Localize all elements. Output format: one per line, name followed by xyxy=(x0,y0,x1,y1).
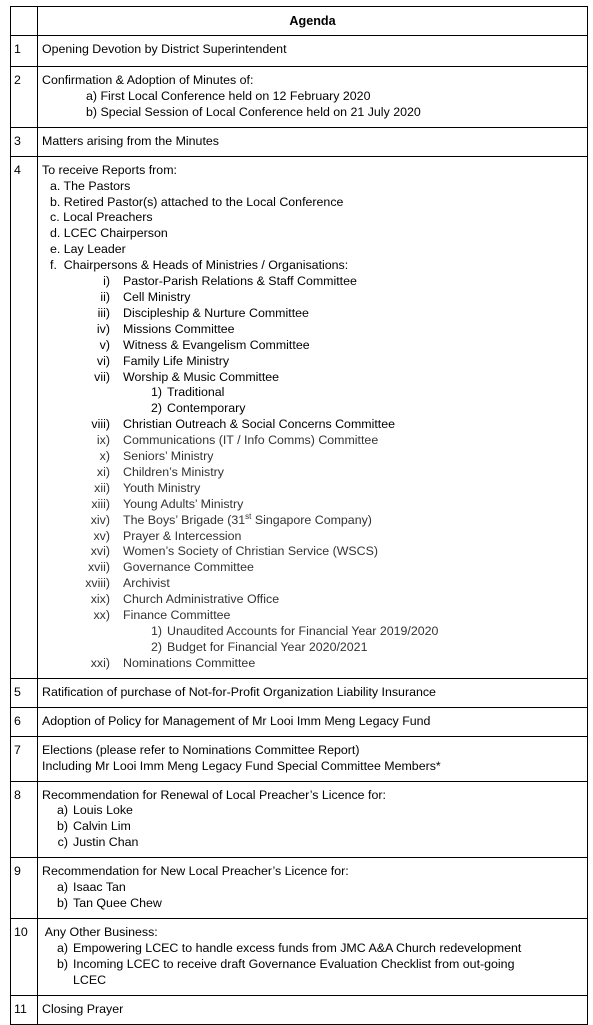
report-number: vii) xyxy=(94,369,110,384)
report-item xyxy=(42,544,581,560)
report-sublabel: Traditional xyxy=(167,385,225,400)
agenda-row xyxy=(11,127,588,156)
report-subitem xyxy=(42,401,581,417)
report-item xyxy=(42,529,581,545)
report-number: xvii) xyxy=(87,560,110,575)
sub-item xyxy=(42,835,581,851)
sub-item: b) Special Session of Local Conference held on 21 July 2020 xyxy=(86,104,421,119)
report-item xyxy=(42,306,581,322)
agenda-row xyxy=(11,781,588,858)
report-label: Worship & Music Committee xyxy=(123,369,280,384)
report-sublabel: Unaudited Accounts for Financial Year 2019/2020 xyxy=(167,624,439,638)
item-content xyxy=(38,156,588,678)
item-number: 6 xyxy=(11,707,38,736)
agenda-row xyxy=(11,36,588,67)
sub-item xyxy=(42,819,581,835)
report-label: Pastor-Parish Relations & Staff Committee xyxy=(123,274,357,289)
sub-item: b. Retired Pastor(s) attached to the Local Conference xyxy=(50,194,344,209)
item-content xyxy=(38,781,588,858)
header-num-cell xyxy=(11,7,38,36)
sub-label-line2: LCEC xyxy=(73,972,107,987)
report-number: xii) xyxy=(94,480,110,495)
sub-label: Empowering LCEC to handle excess funds from JMC A&A Church redevelopment xyxy=(73,940,522,955)
report-label-part: The Boys’ Brigade (31 xyxy=(123,512,246,527)
sub-label xyxy=(73,957,514,989)
report-item xyxy=(42,513,581,529)
report-number: xx) xyxy=(93,608,110,623)
sub-item: e. Lay Leader xyxy=(50,242,126,257)
sub-number: b) xyxy=(56,819,68,834)
report-label-part: Singapore Company) xyxy=(251,512,372,527)
report-item xyxy=(42,592,581,608)
agenda-row xyxy=(11,707,588,736)
item-number: 3 xyxy=(11,127,38,156)
report-subitem xyxy=(42,385,581,401)
report-number: ix) xyxy=(96,433,110,448)
report-number: xxi) xyxy=(90,655,110,670)
agenda-header: Agenda xyxy=(38,7,588,36)
report-number: xiv) xyxy=(90,512,110,527)
report-number: x) xyxy=(99,449,110,464)
ordinal-superscript: st xyxy=(245,511,252,521)
report-label: Missions Committee xyxy=(123,321,235,336)
report-subitem xyxy=(42,624,581,640)
report-number: v) xyxy=(99,337,110,352)
item-text: Elections (please refer to Nominations Committee Report) xyxy=(42,742,360,757)
item-text: Matters arising from the Minutes xyxy=(38,127,588,156)
report-label: Finance Committee xyxy=(123,608,231,623)
report-label: Discipleship & Nurture Committee xyxy=(123,305,309,320)
sub-label: Isaac Tan xyxy=(73,880,126,895)
report-label: Nominations Committee xyxy=(123,655,256,670)
report-number: xvi) xyxy=(90,544,110,559)
item-content xyxy=(38,858,588,919)
report-item xyxy=(42,433,581,449)
sub-label: Louis Loke xyxy=(73,803,133,818)
sub-label: Calvin Lim xyxy=(73,819,131,834)
report-label: Seniors’ Ministry xyxy=(123,449,214,464)
report-subnumber: 1) xyxy=(150,385,162,400)
report-item xyxy=(42,290,581,306)
report-item xyxy=(42,497,581,513)
item-number: 4 xyxy=(11,156,38,678)
report-sublabel: Contemporary xyxy=(167,401,246,416)
report-label: Church Administrative Office xyxy=(123,592,280,607)
report-label: Communications (IT / Info Comms) Committee xyxy=(123,433,379,448)
report-label: Governance Committee xyxy=(123,560,254,575)
agenda-row xyxy=(11,858,588,919)
report-number: ii) xyxy=(100,289,110,304)
report-item xyxy=(42,608,581,624)
sub-item: d. LCEC Chairperson xyxy=(50,226,168,241)
agenda-row xyxy=(11,678,588,707)
item-content xyxy=(38,67,588,128)
report-number: xiii) xyxy=(91,496,110,511)
item-number: 2 xyxy=(11,67,38,128)
report-item xyxy=(42,481,581,497)
item-number: 7 xyxy=(11,736,38,781)
item-text: Any Other Business: xyxy=(42,924,158,939)
sub-item: f. Chairpersons & Heads of Ministries / Organisations: xyxy=(50,258,349,273)
agenda-row xyxy=(11,995,588,1024)
sub-item xyxy=(42,803,581,819)
item-text: Confirmation & Adoption of Minutes of: xyxy=(42,73,254,87)
report-label: Youth Ministry xyxy=(123,480,201,495)
report-item xyxy=(42,560,581,576)
item-text: Recommendation for New Local Preacher’s Licence for: xyxy=(42,864,349,879)
report-label xyxy=(123,513,372,529)
report-number: xi) xyxy=(96,464,110,479)
sub-number: a) xyxy=(56,880,68,895)
sub-item xyxy=(42,957,581,989)
report-label: Children’s Ministry xyxy=(123,464,224,479)
agenda-row xyxy=(11,736,588,781)
agenda-row xyxy=(11,156,588,678)
sub-item: a) First Local Conference held on 12 February 2020 xyxy=(86,88,371,103)
report-item xyxy=(42,576,581,592)
report-item xyxy=(42,322,581,338)
report-item xyxy=(42,274,581,290)
report-item xyxy=(42,354,581,370)
item-content xyxy=(38,918,588,995)
report-item xyxy=(42,370,581,386)
report-label: Family Life Ministry xyxy=(123,353,230,368)
report-item xyxy=(42,449,581,465)
sub-item xyxy=(42,880,581,896)
report-number: i) xyxy=(103,274,110,289)
agenda-row xyxy=(11,918,588,995)
report-subnumber: 2) xyxy=(150,401,162,416)
item-number: 11 xyxy=(11,995,38,1024)
sub-item xyxy=(42,941,581,957)
item-number: 1 xyxy=(11,36,38,67)
report-number: vi) xyxy=(96,353,110,368)
sub-number: c) xyxy=(57,835,68,850)
item-content xyxy=(38,736,588,781)
sub-number: a) xyxy=(56,940,68,955)
item-text: Opening Devotion by District Superintendent xyxy=(38,36,588,67)
report-label: Young Adults’ Ministry xyxy=(123,496,244,511)
sub-label: Justin Chan xyxy=(73,835,139,850)
report-subitem xyxy=(42,640,581,656)
report-item xyxy=(42,338,581,354)
item-text-line2: Including Mr Looi Imm Meng Legacy Fund Special Committee Members* xyxy=(42,758,441,773)
report-number: xviii) xyxy=(85,576,110,591)
sub-number: b) xyxy=(56,956,68,971)
agenda-table xyxy=(10,6,588,1025)
item-number: 5 xyxy=(11,678,38,707)
report-label: Cell Ministry xyxy=(123,289,191,304)
sub-number: b) xyxy=(56,895,68,910)
report-label: Women’s Society of Christian Service (WSCS) xyxy=(123,544,378,559)
sub-number: a) xyxy=(56,803,68,818)
report-number: iv) xyxy=(96,321,110,336)
item-number: 9 xyxy=(11,858,38,919)
item-text: To receive Reports from: xyxy=(42,162,177,177)
sub-item xyxy=(42,896,581,912)
sub-item: c. Local Preachers xyxy=(50,210,153,225)
sub-label-line1: Incoming LCEC to receive draft Governance Evaluation Checklist from out-going xyxy=(73,956,515,971)
item-text: Recommendation for Renewal of Local Preacher’s Licence for: xyxy=(42,787,386,802)
header-row xyxy=(11,7,588,36)
report-item xyxy=(42,656,581,672)
item-text: Adoption of Policy for Management of Mr Looi Imm Meng Legacy Fund xyxy=(38,707,588,736)
report-label: Witness & Evangelism Committee xyxy=(123,337,310,352)
sub-item: a. The Pastors xyxy=(50,178,131,193)
report-label: Christian Outreach & Social Concerns Committee xyxy=(123,417,396,432)
report-item xyxy=(42,417,581,433)
report-sublabel: Budget for Financial Year 2020/2021 xyxy=(167,639,368,654)
report-subnumber: 1) xyxy=(150,624,162,638)
report-subnumber: 2) xyxy=(150,639,162,654)
item-text: Ratification of purchase of Not-for-Profit Organization Liability Insurance xyxy=(38,678,588,707)
report-number: iii) xyxy=(97,305,110,320)
agenda-row xyxy=(11,67,588,128)
report-number: xix) xyxy=(90,592,110,607)
item-number: 8 xyxy=(11,781,38,858)
report-label: Prayer & Intercession xyxy=(123,528,242,543)
report-number: viii) xyxy=(91,417,110,432)
item-text: Closing Prayer xyxy=(38,995,588,1024)
sub-label: Tan Quee Chew xyxy=(73,895,162,910)
report-number: xv) xyxy=(93,528,110,543)
report-label: Archivist xyxy=(123,576,170,591)
item-number: 10 xyxy=(11,918,38,995)
report-item xyxy=(42,465,581,481)
